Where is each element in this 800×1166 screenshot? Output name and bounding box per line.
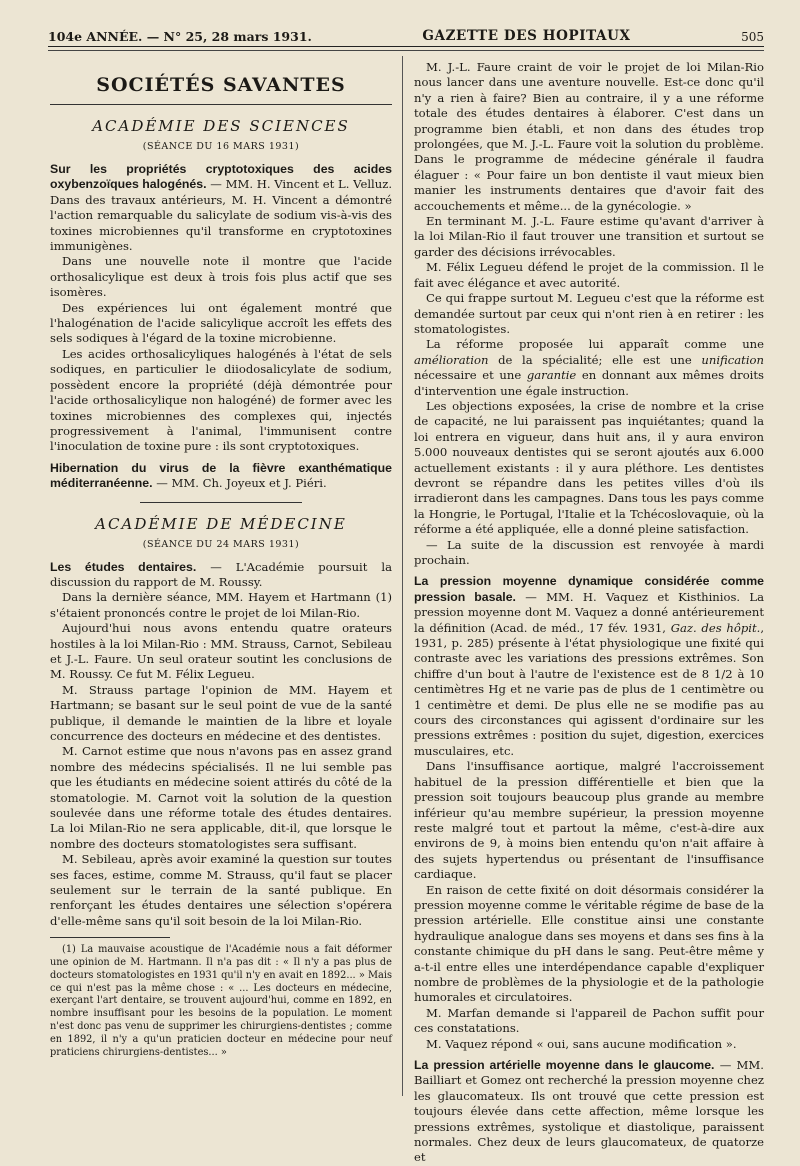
article-paragraph: Aujourd'hui nous avons entendu quatre orateurs hostiles à la loi Milan-Rio : MM. Strauss, Carnot, Sebileau et J.-L. Faure. Un seul orateur soutint les conclusions de M. Roussy. Ce fut M. Félix Legueu. xyxy=(50,621,392,682)
footnote xyxy=(50,944,392,1059)
article-paragraph: Les acides orthosalicyliques halogénés à l'état de sels sodiques, en particulier le diiodosalicylate de sodium, possèdent encore la propriété (déjà démontrée pour l'acide orthosalicylique non halogéné) de former avec les toxines microbiennes des complexes qui, injectés progressivement à l'animal, l'immunisent contre l'inoculation de toxine pure : ils sont cryptotoxiques. xyxy=(50,346,392,454)
column-separator xyxy=(402,56,403,1096)
academy-sciences-title: ACADÉMIE DES SCIENCES xyxy=(92,117,350,135)
article-paragraph: — La suite de la discussion est renvoyée à mardi prochain. xyxy=(414,537,764,567)
article-paragraph: La pression artérielle moyenne dans le glaucome. — MM. Bailliart et Gomez ont recherché la pression moyenne chez les glaucomateux. Ils ont trouvé que cette pression est toujours élevée dans cette affection, même lorsque les pressions extrêmes, systolique et diastolique, paraissent normales. Chez deux de leurs glaucomateux, de quatorze et xyxy=(414,1058,764,1165)
article-paragraph: M. Félix Legueu défend le projet de la commission. Il le fait avec élégance et avec autorité. xyxy=(414,260,764,290)
article-paragraph: M. Sebileau, après avoir examiné la question sur toutes ses faces, estime, comme M. Strauss, qu'il faut se placer seulement sur le terrain de la santé publique. En renforçant les études dentaires une sélection s'opérera d'elle-même sans qu'il soit besoin de la loi Milan-Rio. xyxy=(50,852,392,928)
right-column xyxy=(414,60,764,1165)
page-number: 505 xyxy=(741,30,764,44)
section-title: SOCIÉTÉS SAVANTES xyxy=(96,74,346,96)
header-rule-thin xyxy=(48,50,764,51)
article-paragraph: La réforme proposée lui apparaît comme une amélioration de la spécialité; elle est une unification nécessaire et une garantie en donnant aux mêmes droits d'intervention une égale instruction. xyxy=(414,337,764,398)
article-title: La pression moyenne dynamique considérée comme pression basale. xyxy=(414,574,764,604)
article-title: La pression artérielle moyenne dans le glaucome. xyxy=(414,1058,715,1072)
article-paragraph: Dans une nouvelle note il montre que l'acide orthosalicylique est deux à trois fois plus actif que ses isomères. xyxy=(50,254,392,300)
article-paragraph: En raison de cette fixité on doit désormais considérer la pression moyenne comme le véritable régime de base de la pression artérielle. Elle constitue ainsi une constante hydraulique analogue dans ses moyens et dans ses fins à la constante chimique du pH dans le sang. Peut-être même y a-t-il entre elles une interdépendance capable d'expliquer nombre de problèmes de la physiologie et de la pathologie humorales et circulatoires. xyxy=(414,882,764,1005)
seance-date: (SÉANCE DU 16 MARS 1931) xyxy=(142,141,300,152)
running-header xyxy=(48,18,764,44)
section-rule xyxy=(50,104,392,105)
left-column xyxy=(50,60,392,1108)
article-paragraph: M. Carnot estime que nous n'avons pas en assez grand nombre des médecins spécialisés. Il ne lui semble pas que les étudiants en médecine soient attirés du côté de la stomatologie. M. Carnot voit la solution de la question soulevée dans une réforme totale des études dentaires. La loi Milan-Rio ne sera applicable, dit-il, que lorsque le nombre des docteurs stomatologistes sera suffisant. xyxy=(50,744,392,851)
article-title: Les études dentaires. xyxy=(50,559,197,574)
article-paragraph: Ce qui frappe surtout M. Legueu c'est que la réforme est demandée surtout par ceux qui n'ont rien à en retirer : les stomatologistes. xyxy=(414,291,764,336)
article-paragraph: M. Strauss partage l'opinion de MM. Hayem et Hartmann; se basant sur le seul point de vue de la santé publique, il demande le maintien de la libre et loyale concurrence des docteurs en médecine et des dentistes. xyxy=(50,682,392,743)
article-paragraph: Les études dentaires. — L'Académie poursuit la discussion du rapport de M. Roussy. xyxy=(50,559,392,589)
article-paragraph: Dans la dernière séance, MM. Hayem et Hartmann (1) s'étaient prononcés contre le projet de loi Milan-Rio. xyxy=(50,590,392,620)
article-title: Sur les propriétés cryptotoxiques des acides oxybenzoïques halogénés. xyxy=(50,162,392,192)
article-paragraph: Dans l'insuffisance aortique, malgré l'accroissement habituel de la pression différentielle et bien que la pression soit toujours beaucoup plus grande au membre inférieur qu'au membre supérieur, la pression moyenne reste malgré tout et partout la même, c'est-à-dire aux environs de 9, à moins bien entendu qu'on n'ait affaire à des sujets hypertendus ou présentant de l'insuffisance cardiaque. xyxy=(414,759,764,882)
footnote-text: (1) La mauvaise acoustique de l'Académie nous a fait déformer une opinion de M. Hartmann. Il n'a pas dit : « Il n'y a pas plus de docteurs stomatologistes en 1931 qu'il n'y en avait en 1892... » Mais ce qui n'est pas la même chose : « ... Les docteurs en médecine, exerçant l'art dentaire, se trouvent aujourd'hui, comme en 1892, en nombre insuffisant pour les besoins de la population. Le moment n'est donc pas venu de supprimer les chirurgiens-dentistes ; comme en 1892, il n'y a qu'un praticien docteur en médecine pour neuf praticiens chirurgiens-dentistes... » xyxy=(50,944,392,1058)
footnote-rule xyxy=(50,937,170,938)
article-paragraph: M. Vaquez répond « oui, sans aucune modification ». xyxy=(426,1036,737,1051)
header-rule xyxy=(48,46,764,47)
academy-medecine-title: ACADÉMIE DE MÉDECINE xyxy=(95,514,347,533)
issue-line: 104e ANNÉE. — N° 25, 28 mars 1931. xyxy=(48,29,312,44)
article-paragraph: Sur les propriétés cryptotoxiques des acides oxybenzoïques halogénés. — MM. H. Vincent et L. Velluz. Dans des travaux antérieurs, M. H. Vincent a démontré l'action remarquable du salicylate de sodium vis-à-vis des toxines microbiennes qu'il transforme en cryptotoxines immunigènes. xyxy=(50,162,393,254)
article-paragraph: La pression moyenne dynamique considérée comme pression basale. — MM. H. Vaquez et Kisthinios. La pression moyenne dont M. Vaquez a donné antérieurement la définition (Acad. de méd., 17 fév. 1931, Gaz. des hôpit., 1931, p. 285) présente à l'état physiologique une fixité qui contraste avec les variations des pressions extrêmes. Son chiffre d'un bout à l'autre de l'existence est de 8 1/2 à 10 centimètres Hg et ne varie pas de plus de 1 centimètre ou 1 centimètre et demi. De plus elle ne se modifie pas au cours des circonstances qui agissent d'ordinaire sur les pressions extrêmes : position du sujet, digestion, exercices musculaires, etc. xyxy=(414,574,764,758)
journal-title: GAZETTE DES HOPITAUX xyxy=(422,28,631,44)
article-paragraph: Des expériences lui ont également montré que l'halogénation de l'acide salicylique accroît les effets des sels sodiques à l'égard de la toxine microbienne. xyxy=(50,300,392,346)
article-paragraph: Les objections exposées, la crise de nombre et la crise de capacité, ne lui paraissent pas inquiétantes; quand la loi entrera en vigueur, dans huit ans, il y aura environ 5.000 nouveaux dentistes qui se seront ajoutés aux 6.000 actuellement existants : il y aura pléthore. Les dentistes devront se répandre dans les petites villes d'où ils irradieront dans les campagnes. Dans tous les pays comme la Hongrie, le Portugal, l'Italie et la Tchécoslovaquie, où la réforme a été appliquée, elle a donné pleine satisfaction. xyxy=(414,398,764,537)
seance-date: (SÉANCE DU 24 MARS 1931) xyxy=(142,538,300,550)
separator-rule xyxy=(140,502,302,503)
article-paragraph: M. Marfan demande si l'appareil de Pachon suffit pour ces constatations. xyxy=(414,1005,764,1036)
article-paragraph: M. J.-L. Faure craint de voir le projet de loi Milan-Rio nous lancer dans une aventure nouvelle. Est-ce donc qu'il n'y a rien à faire? Bien au contraire, il y a une réforme totale des études dentaires à élaborer. C'est dans un programme bien établi, et non dans des études trop prolongées, que M. J.-L. Faure voit la solution du problème. Dans le programme de médecine générale il faudra élaguer : « Pour faire un bon dentiste il vaut mieux bien manier les instruments dentaires que d'avoir fait des accouchements et même... de la gynécologie. » xyxy=(414,60,764,213)
article-paragraph: Hibernation du virus de la fièvre exanthématique méditerranéenne. — MM. Ch. Joyeux et J. Piéri. xyxy=(50,460,392,491)
article-title: Hibernation du virus de la fièvre exanthématique méditerranéenne. xyxy=(50,460,392,491)
article-paragraph: En terminant M. J.-L. Faure estime qu'avant d'arriver à la loi Milan-Rio il faut trouver une transition et surtout se garder des décisions irrévocables. xyxy=(414,214,764,259)
